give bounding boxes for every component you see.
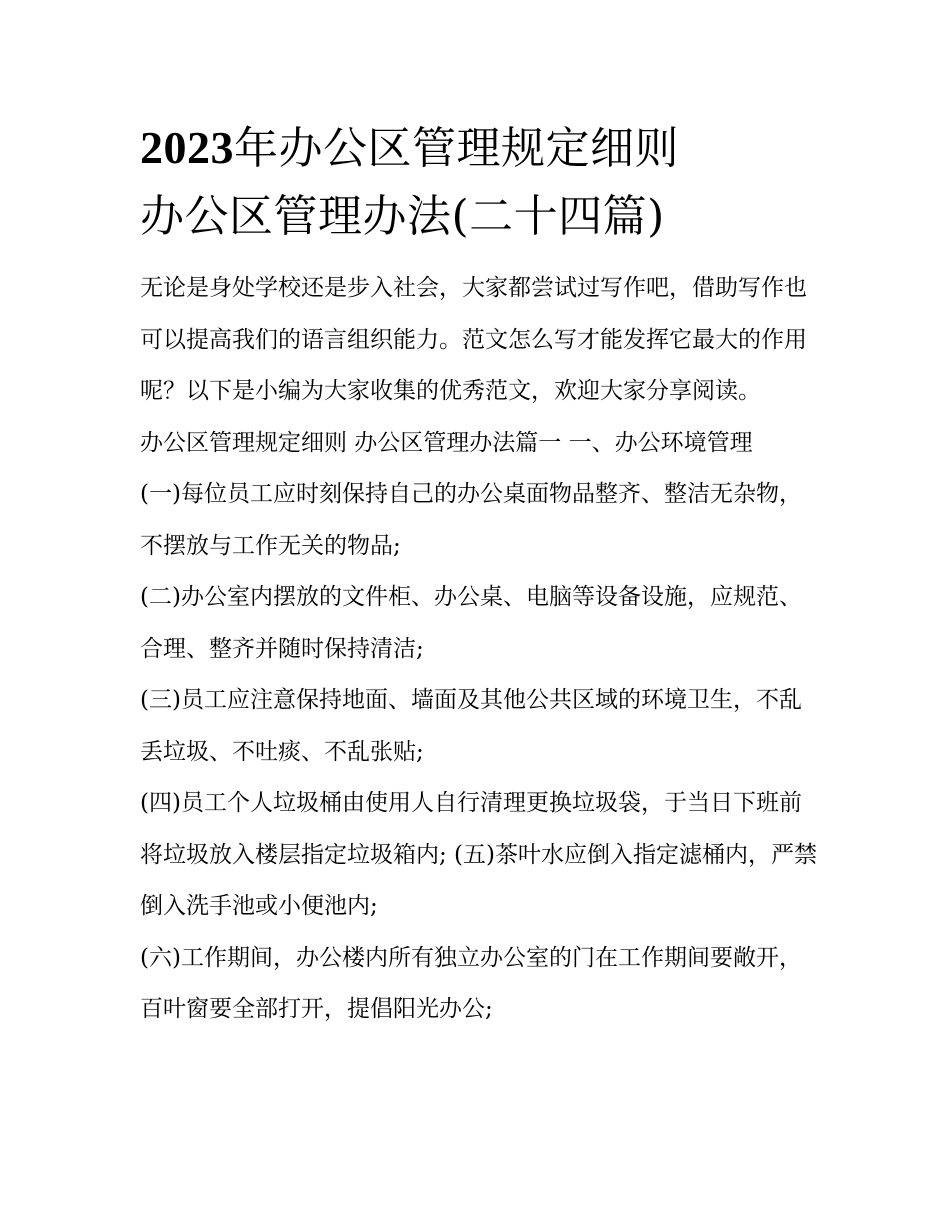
body-paragraph-4: (三)员工应注意保持地面、墙面及其他公共区域的环境卫生，不乱丢垃圾、不吐痰、不乱张贴; (140, 687, 802, 765)
body-paragraph-1: 办公区管理规定细则 办公区管理办法篇一 一、办公环境管理 (140, 429, 753, 456)
document-title (140, 114, 820, 251)
title-line-1: 年办公区管理规定细则 (234, 123, 679, 174)
body-paragraph-3: (二)办公室内摆放的文件柜、办公桌、电脑等设备设施，应规范、合理、整齐并随时保持清洁; (140, 584, 802, 662)
body-paragraph-6: (六)工作期间，办公楼内所有独立办公室的门在工作期间要敞开，百叶窗要全部打开，提倡阳光办公; (140, 944, 802, 1022)
title-year: 2023 (140, 122, 234, 173)
document-content (140, 114, 820, 1036)
title-line-2: 办公区管理办法(二十四篇) (140, 191, 665, 242)
intro-paragraph: 无论是身处学校还是步入社会，大家都尝试过写作吧，借助写作也可以提高我们的语言组织能力。范文怎么写才能发挥它最大的作用呢？以下是小编为大家收集的优秀范文，欢迎大家分享阅读。 (140, 275, 807, 404)
body-paragraph-5: (四)员工个人垃圾桶由使用人自行清理更换垃圾袋，于当日下班前将垃圾放入楼层指定垃圾箱内; (五)茶叶水应倒入指定滤桶内，严禁倒入洗手池或小便池内; (140, 790, 818, 919)
body-paragraph-2: (一)每位员工应时刻保持自己的办公桌面物品整齐、整洁无杂物，不摆放与工作无关的物品; (140, 481, 802, 559)
